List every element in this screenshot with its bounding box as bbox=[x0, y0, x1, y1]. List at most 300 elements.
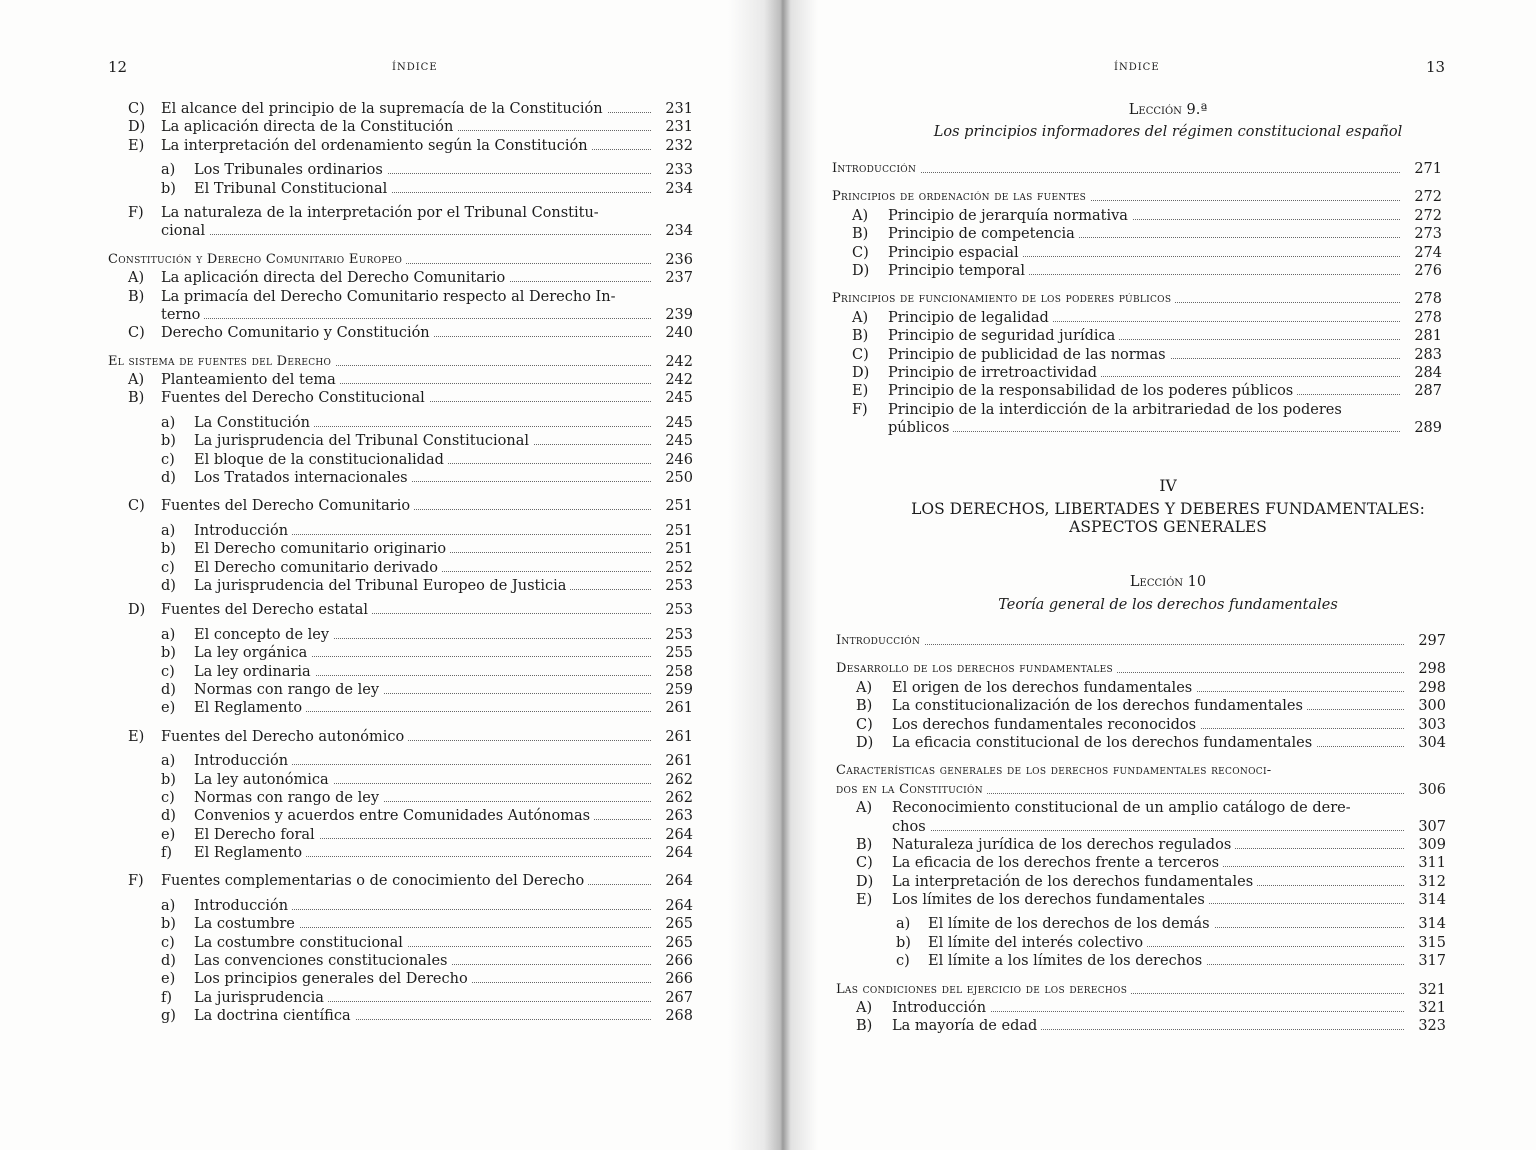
toc-entry bbox=[108, 897, 693, 915]
toc-entry-label: D) bbox=[852, 364, 870, 381]
toc-entry-text: El Reglamento bbox=[194, 845, 306, 861]
toc-page-number: 266 bbox=[665, 953, 693, 970]
toc-page-number: 264 bbox=[665, 873, 693, 890]
toc-entry-text: Principio de competencia bbox=[888, 226, 1079, 242]
toc-entry-text: Naturaleza jurídica de los derechos regulados bbox=[892, 837, 1235, 853]
toc-entry-label: F) bbox=[128, 204, 144, 221]
toc-entry-text: Planteamiento del tema bbox=[161, 372, 340, 388]
toc-entry-text: La interpretación de los derechos fundamentales bbox=[892, 874, 1257, 890]
toc-entry-label: a) bbox=[161, 753, 176, 770]
toc-page-number: 264 bbox=[665, 826, 693, 843]
toc-entry bbox=[836, 1017, 1446, 1035]
toc-entry-label: F) bbox=[852, 401, 868, 418]
toc-section-heading bbox=[108, 251, 693, 269]
toc-entry-text: Características generales de los derechos fundamentales reconoci- bbox=[836, 763, 1276, 778]
toc-entry-label: C) bbox=[128, 498, 145, 515]
toc-entry-text: públicos bbox=[888, 420, 953, 436]
spacer bbox=[832, 178, 1442, 188]
toc-entry bbox=[108, 577, 693, 595]
toc-entry-label: B) bbox=[128, 390, 145, 407]
toc-entry-label: c) bbox=[161, 559, 175, 576]
toc-entry-text: La ley ordinaria bbox=[194, 664, 315, 680]
toc-entry-text: El alcance del principio de la supremacía de la Constitución bbox=[161, 101, 607, 117]
toc-page-number: 232 bbox=[665, 137, 693, 154]
toc-entry-label: A) bbox=[856, 1000, 873, 1017]
toc-entry-label: d) bbox=[161, 470, 176, 487]
toc-entry-label: A) bbox=[128, 372, 145, 389]
toc-page-number: 263 bbox=[665, 808, 693, 825]
toc-page-number: 317 bbox=[1418, 953, 1446, 970]
toc-page-number: 276 bbox=[1414, 262, 1442, 279]
toc-entry bbox=[832, 262, 1442, 280]
toc-entry-label: b) bbox=[161, 433, 176, 450]
toc-entry bbox=[108, 389, 693, 407]
toc-page-number: 250 bbox=[665, 470, 693, 487]
toc-entry-text: La interpretación del ordenamiento según la Constitución bbox=[161, 138, 592, 154]
toc-entry bbox=[836, 734, 1446, 752]
toc-entry-label: B) bbox=[852, 226, 869, 243]
toc-entry-label: F) bbox=[128, 873, 144, 890]
toc-entry bbox=[108, 771, 693, 789]
toc-entry bbox=[108, 915, 693, 933]
toc-entry-label: b) bbox=[896, 934, 911, 951]
dot-leader bbox=[892, 830, 1404, 831]
toc-entry bbox=[832, 225, 1442, 243]
toc-entry bbox=[108, 989, 693, 1007]
part-title-line2: ASPECTOS GENERALES bbox=[1069, 518, 1267, 536]
toc-entry-text: El Derecho foral bbox=[194, 827, 319, 843]
toc-page-number: 245 bbox=[665, 390, 693, 407]
dot-leader bbox=[161, 234, 651, 235]
toc-page-number: 236 bbox=[665, 251, 693, 268]
toc-entry bbox=[836, 716, 1446, 734]
toc-entry-text: La eficacia de los derechos frente a terceros bbox=[892, 855, 1223, 871]
toc-entry bbox=[108, 288, 693, 306]
toc-page-number: 245 bbox=[665, 433, 693, 450]
toc-entry-label: b) bbox=[161, 645, 176, 662]
toc-entry bbox=[108, 269, 693, 287]
toc-entry-text: Principio de jerarquía normativa bbox=[888, 208, 1132, 224]
spacer bbox=[108, 862, 693, 872]
toc-entry-label: A) bbox=[856, 800, 873, 817]
toc-entry-text: Principio de la interdicción de la arbitrariedad de los poderes bbox=[888, 402, 1346, 418]
toc-page-number: 253 bbox=[665, 626, 693, 643]
toc-entry bbox=[836, 952, 1446, 970]
toc-page-number: 231 bbox=[665, 119, 693, 136]
toc-entry-text: chos bbox=[892, 819, 930, 835]
toc-page-number: 261 bbox=[665, 753, 693, 770]
toc-entry bbox=[108, 844, 693, 862]
toc-entry-label: f) bbox=[161, 989, 173, 1006]
toc-entry bbox=[836, 915, 1446, 933]
spacer bbox=[832, 280, 1442, 290]
toc-entry-text: cional bbox=[161, 223, 209, 239]
lesson-title: Lección 9.ª bbox=[1128, 102, 1208, 118]
toc-entry-text: La naturaleza de la interpretación por el Tribunal Constitu- bbox=[161, 205, 603, 221]
toc-list bbox=[108, 100, 693, 1026]
toc-entry bbox=[108, 204, 693, 222]
toc-entry bbox=[108, 934, 693, 952]
toc-page-number: 271 bbox=[1414, 161, 1442, 177]
toc-page-number: 251 bbox=[665, 541, 693, 558]
toc-page-number: 309 bbox=[1418, 836, 1446, 853]
toc-page-number: 242 bbox=[665, 372, 693, 389]
toc-entry bbox=[108, 451, 693, 469]
toc-entry bbox=[832, 364, 1442, 382]
toc-page-number: 306 bbox=[1418, 781, 1446, 798]
toc-entry-text: El Derecho comunitario originario bbox=[194, 541, 450, 557]
toc-section-heading bbox=[832, 290, 1442, 308]
toc-entry-label: g) bbox=[161, 1008, 176, 1025]
toc-page-number: 251 bbox=[665, 522, 693, 539]
toc-entry-text: Desarrollo de los derechos fundamentales bbox=[836, 661, 1117, 676]
toc-section-heading bbox=[836, 660, 1446, 678]
toc-entry-text: Introducción bbox=[194, 753, 292, 769]
part-title-line1: LOS DERECHOS, LIBERTADES Y DEBERES FUNDAMENTALES: bbox=[911, 500, 1425, 518]
toc-entry-text: La Constitución bbox=[194, 415, 314, 431]
toc-entry-label: D) bbox=[128, 119, 146, 136]
toc-page-number: 272 bbox=[1414, 189, 1442, 206]
toc-entry bbox=[832, 309, 1442, 327]
toc-entry-text: La aplicación directa de la Constitución bbox=[161, 119, 457, 135]
toc-entry bbox=[832, 346, 1442, 364]
toc-page-number: 266 bbox=[665, 971, 693, 988]
toc-entry bbox=[108, 540, 693, 558]
toc-entry-text: Fuentes del Derecho autonómico bbox=[161, 729, 408, 745]
toc-entry-label: D) bbox=[852, 262, 870, 279]
toc-page-number: 252 bbox=[665, 559, 693, 576]
toc-entry-text: Fuentes complementarias o de conocimiento del Derecho bbox=[161, 873, 588, 889]
toc-entry bbox=[108, 371, 693, 389]
toc-entry-text: Los Tratados internacionales bbox=[194, 470, 412, 486]
toc-entry-label: f) bbox=[161, 845, 173, 862]
toc-entry bbox=[108, 826, 693, 844]
spacer bbox=[836, 752, 1446, 762]
toc-page-number: 321 bbox=[1418, 981, 1446, 998]
toc-page-number: 284 bbox=[1414, 364, 1442, 381]
toc-entry-text: Principios de funcionamiento de los poderes públicos bbox=[832, 291, 1175, 306]
toc-page-number: 231 bbox=[665, 101, 693, 117]
toc-entry-text: Las condiciones del ejercicio de los derechos bbox=[836, 982, 1131, 997]
toc-entry-label: c) bbox=[161, 789, 175, 806]
toc-entry-label: C) bbox=[852, 346, 869, 363]
toc-entry bbox=[836, 854, 1446, 872]
toc-entry bbox=[836, 891, 1446, 909]
toc-page-number: 261 bbox=[665, 700, 693, 717]
toc-entry-label: D) bbox=[856, 873, 874, 890]
toc-entry bbox=[108, 970, 693, 988]
toc-entry-label: D) bbox=[128, 602, 146, 619]
toc-entry-text: La jurisprudencia del Tribunal Europeo de Justicia bbox=[194, 578, 570, 594]
toc-entry-label: A) bbox=[852, 309, 869, 326]
toc-page-number: 297 bbox=[1418, 633, 1446, 649]
toc-list bbox=[836, 632, 1446, 1036]
toc-entry bbox=[108, 137, 693, 155]
toc-section-heading bbox=[836, 781, 1446, 799]
toc-page-number: 246 bbox=[665, 451, 693, 468]
toc-entry-text: Introducción bbox=[836, 633, 924, 648]
toc-entry-text: Convenios y acuerdos entre Comunidades Autónomas bbox=[194, 808, 594, 824]
toc-entry-text: Las convenciones constitucionales bbox=[194, 953, 451, 969]
toc-page-number: 267 bbox=[665, 989, 693, 1006]
toc-page-number: 304 bbox=[1418, 734, 1446, 751]
toc-entry bbox=[108, 644, 693, 662]
toc-entry bbox=[108, 432, 693, 450]
spacer bbox=[108, 241, 693, 251]
toc-page-number: 239 bbox=[665, 306, 693, 323]
toc-entry-label: C) bbox=[128, 101, 145, 117]
toc-page-number: 298 bbox=[1418, 661, 1446, 678]
toc-entry bbox=[108, 752, 693, 770]
toc-page-number: 234 bbox=[665, 223, 693, 240]
toc-page-number: 323 bbox=[1418, 1018, 1446, 1035]
toc-page-number: 264 bbox=[665, 897, 693, 914]
toc-list bbox=[832, 160, 1442, 437]
toc-entry-text: La doctrina científica bbox=[194, 1008, 355, 1024]
toc-page-number: 281 bbox=[1414, 328, 1442, 345]
toc-entry-text: La costumbre constitucional bbox=[194, 935, 407, 951]
toc-section-heading bbox=[836, 762, 1446, 780]
lesson-title: Lección 10 bbox=[1129, 574, 1207, 590]
toc-page-number: 242 bbox=[665, 353, 693, 370]
toc-entry bbox=[108, 324, 693, 342]
toc-entry-text: Principios de ordenación de las fuentes bbox=[832, 189, 1090, 204]
toc-entry bbox=[832, 382, 1442, 400]
toc-entry-text: Los derechos fundamentales reconocidos bbox=[892, 717, 1200, 733]
toc-entry-label: E) bbox=[128, 137, 145, 154]
page-number: 13 bbox=[1426, 58, 1446, 76]
toc-page-number: 274 bbox=[1414, 244, 1442, 261]
toc-page-number: 300 bbox=[1418, 698, 1446, 715]
toc-entry-label: E) bbox=[852, 383, 869, 400]
toc-entry-label: a) bbox=[161, 897, 176, 914]
toc-page-number: 289 bbox=[1414, 420, 1442, 437]
toc-entry-text: Los Tribunales ordinarios bbox=[194, 162, 387, 178]
toc-entry bbox=[108, 559, 693, 577]
toc-entry-text: Principio espacial bbox=[888, 245, 1023, 261]
toc-entry-label: c) bbox=[161, 663, 175, 680]
toc-entry-text: El concepto de ley bbox=[194, 627, 333, 643]
toc-entry-label: e) bbox=[161, 826, 176, 843]
toc-page-number: 315 bbox=[1418, 934, 1446, 951]
toc-section-heading bbox=[832, 160, 1442, 178]
toc-entry-text: Principio de publicidad de las normas bbox=[888, 347, 1170, 363]
toc-entry bbox=[108, 469, 693, 487]
toc-page-number: 314 bbox=[1418, 892, 1446, 909]
toc-entry bbox=[832, 401, 1442, 419]
toc-entry bbox=[108, 699, 693, 717]
toc-entry-text: Los principios generales del Derecho bbox=[194, 971, 472, 987]
toc-entry-label: c) bbox=[896, 953, 910, 970]
toc-entry-label: a) bbox=[161, 414, 176, 431]
toc-entry-label: A) bbox=[852, 207, 869, 224]
toc-entry-label: B) bbox=[128, 288, 145, 305]
toc-entry-label: b) bbox=[161, 916, 176, 933]
toc-page-number: 245 bbox=[665, 414, 693, 431]
toc-entry bbox=[108, 100, 693, 118]
toc-entry-label: B) bbox=[856, 1018, 873, 1035]
toc-entry bbox=[108, 626, 693, 644]
toc-page-number: 251 bbox=[665, 498, 693, 515]
toc-entry-text: El Derecho comunitario derivado bbox=[194, 560, 442, 576]
toc-entry-label: E) bbox=[128, 728, 145, 745]
toc-entry bbox=[836, 836, 1446, 854]
toc-entry-label: a) bbox=[161, 522, 176, 539]
toc-page-number: 314 bbox=[1418, 916, 1446, 933]
toc-page-number: 312 bbox=[1418, 873, 1446, 890]
toc-page-number: 259 bbox=[665, 681, 693, 698]
toc-page-number: 255 bbox=[665, 645, 693, 662]
toc-page-number: 307 bbox=[1418, 818, 1446, 835]
toc-entry-text: Introducción bbox=[832, 161, 920, 176]
toc-entry bbox=[836, 679, 1446, 697]
toc-entry-label: a) bbox=[161, 626, 176, 643]
toc-entry-text: El límite a los límites de los derechos bbox=[928, 953, 1206, 969]
toc-entry-text: La eficacia constitucional de los derechos fundamentales bbox=[892, 735, 1316, 751]
toc-entry-text: La costumbre bbox=[194, 916, 299, 932]
toc-entry-label: a) bbox=[161, 162, 176, 179]
toc-page-number: 265 bbox=[665, 934, 693, 951]
dot-leader bbox=[888, 431, 1400, 432]
toc-page-number: 265 bbox=[665, 916, 693, 933]
toc-page-number: 273 bbox=[1414, 226, 1442, 243]
toc-entry-text: La primacía del Derecho Comunitario respecto al Derecho In- bbox=[161, 289, 620, 305]
part-number: IV bbox=[1159, 477, 1177, 495]
toc-entry-text: Principio de seguridad jurídica bbox=[888, 328, 1119, 344]
toc-entry-text: El Reglamento bbox=[194, 700, 306, 716]
toc-entry-text: Derecho Comunitario y Constitución bbox=[161, 325, 434, 341]
spacer bbox=[836, 971, 1446, 981]
toc-page-number: 253 bbox=[665, 577, 693, 594]
spacer bbox=[108, 718, 693, 728]
toc-page-number: 278 bbox=[1414, 309, 1442, 326]
toc-entry bbox=[832, 419, 1442, 437]
toc-entry bbox=[108, 681, 693, 699]
lesson-subtitle: Los principios informadores del régimen constitucional español bbox=[933, 124, 1403, 140]
toc-entry bbox=[836, 873, 1446, 891]
toc-entry bbox=[108, 497, 693, 515]
toc-entry bbox=[832, 327, 1442, 345]
spacer bbox=[836, 650, 1446, 660]
toc-entry-label: e) bbox=[161, 700, 176, 717]
toc-entry-text: El origen de los derechos fundamentales bbox=[892, 680, 1196, 696]
toc-entry-text: Los límites de los derechos fundamentales bbox=[892, 892, 1209, 908]
toc-page-number: 268 bbox=[665, 1008, 693, 1025]
toc-entry-text: Principio temporal bbox=[888, 263, 1029, 279]
toc-entry-label: d) bbox=[161, 953, 176, 970]
toc-entry-label: C) bbox=[852, 244, 869, 261]
toc-entry-label: b) bbox=[161, 180, 176, 197]
spacer bbox=[108, 343, 693, 353]
toc-section-heading bbox=[836, 981, 1446, 999]
toc-entry-text: Normas con rango de ley bbox=[194, 682, 383, 698]
toc-entry-label: D) bbox=[856, 734, 874, 751]
dot-leader bbox=[161, 318, 651, 319]
toc-entry-label: e) bbox=[161, 971, 176, 988]
toc-entry-text: Principio de legalidad bbox=[888, 310, 1053, 326]
toc-entry-text: El bloque de la constitucionalidad bbox=[194, 452, 448, 468]
running-header: ÍNDICE bbox=[1114, 62, 1160, 73]
toc-entry-text: Fuentes del Derecho Constitucional bbox=[161, 390, 429, 406]
toc-entry bbox=[108, 1007, 693, 1025]
toc-entry bbox=[108, 306, 693, 324]
toc-entry bbox=[108, 952, 693, 970]
toc-page-number: 262 bbox=[665, 789, 693, 806]
toc-entry-label: d) bbox=[161, 577, 176, 594]
toc-entry-text: Introducción bbox=[194, 898, 292, 914]
toc-entry-text: Constitución y Derecho Comunitario Europeo bbox=[108, 252, 406, 267]
toc-page-number: 278 bbox=[1414, 291, 1442, 308]
toc-page-number: 234 bbox=[665, 180, 693, 197]
toc-page-number: 253 bbox=[665, 602, 693, 619]
toc-entry bbox=[108, 161, 693, 179]
toc-entry-label: b) bbox=[161, 771, 176, 788]
toc-entry-text: La ley autonómica bbox=[194, 772, 333, 788]
toc-entry-text: La ley orgánica bbox=[194, 645, 311, 661]
toc-page-number: 258 bbox=[665, 663, 693, 680]
toc-entry-text: Introducción bbox=[892, 1000, 990, 1016]
toc-entry-label: C) bbox=[856, 855, 873, 872]
toc-entry-label: B) bbox=[856, 698, 873, 715]
toc-entry-text: La constitucionalización de los derechos fundamentales bbox=[892, 698, 1307, 714]
toc-page-number: 287 bbox=[1414, 383, 1442, 400]
toc-page-number: 303 bbox=[1418, 716, 1446, 733]
toc-entry bbox=[108, 789, 693, 807]
toc-entry-label: d) bbox=[161, 681, 176, 698]
toc-entry bbox=[836, 999, 1446, 1017]
lesson-subtitle: Teoría general de los derechos fundamentales bbox=[998, 597, 1338, 613]
toc-page-number: 321 bbox=[1418, 1000, 1446, 1017]
toc-entry-label: E) bbox=[856, 892, 873, 909]
toc-entry bbox=[836, 818, 1446, 836]
toc-entry-text: La jurisprudencia del Tribunal Constitucional bbox=[194, 433, 533, 449]
toc-entry-label: C) bbox=[856, 716, 873, 733]
toc-section-heading bbox=[832, 188, 1442, 206]
toc-page-number: 283 bbox=[1414, 346, 1442, 363]
toc-entry-text: Introducción bbox=[194, 523, 292, 539]
toc-entry bbox=[108, 872, 693, 890]
toc-entry-text: Fuentes del Derecho Comunitario bbox=[161, 498, 414, 514]
toc-entry-label: c) bbox=[161, 934, 175, 951]
toc-entry-text: Fuentes del Derecho estatal bbox=[161, 602, 372, 618]
toc-page-number: 262 bbox=[665, 771, 693, 788]
left-page bbox=[0, 0, 740, 1150]
toc-entry-label: a) bbox=[896, 916, 911, 933]
toc-entry-label: d) bbox=[161, 808, 176, 825]
toc-entry bbox=[832, 244, 1442, 262]
toc-entry-label: B) bbox=[856, 836, 873, 853]
toc-section-heading bbox=[836, 632, 1446, 650]
toc-page-number: 298 bbox=[1418, 679, 1446, 696]
toc-entry-label: c) bbox=[161, 451, 175, 468]
toc-entry-text: La mayoría de edad bbox=[892, 1018, 1041, 1034]
toc-section-heading bbox=[108, 353, 693, 371]
toc-entry-text: dos en la Constitución bbox=[836, 782, 987, 797]
toc-entry bbox=[108, 222, 693, 240]
toc-entry-text: terno bbox=[161, 307, 204, 323]
toc-entry-label: b) bbox=[161, 541, 176, 558]
toc-page-number: 237 bbox=[665, 270, 693, 287]
toc-entry-text: El Tribunal Constitucional bbox=[194, 181, 391, 197]
toc-entry bbox=[108, 807, 693, 825]
toc-entry bbox=[836, 697, 1446, 715]
toc-page-number: 272 bbox=[1414, 207, 1442, 224]
toc-entry bbox=[108, 118, 693, 136]
toc-entry bbox=[108, 601, 693, 619]
toc-entry-label: C) bbox=[128, 325, 145, 342]
spacer bbox=[108, 487, 693, 497]
toc-entry-text: El sistema de fuentes del Derecho bbox=[108, 354, 335, 369]
